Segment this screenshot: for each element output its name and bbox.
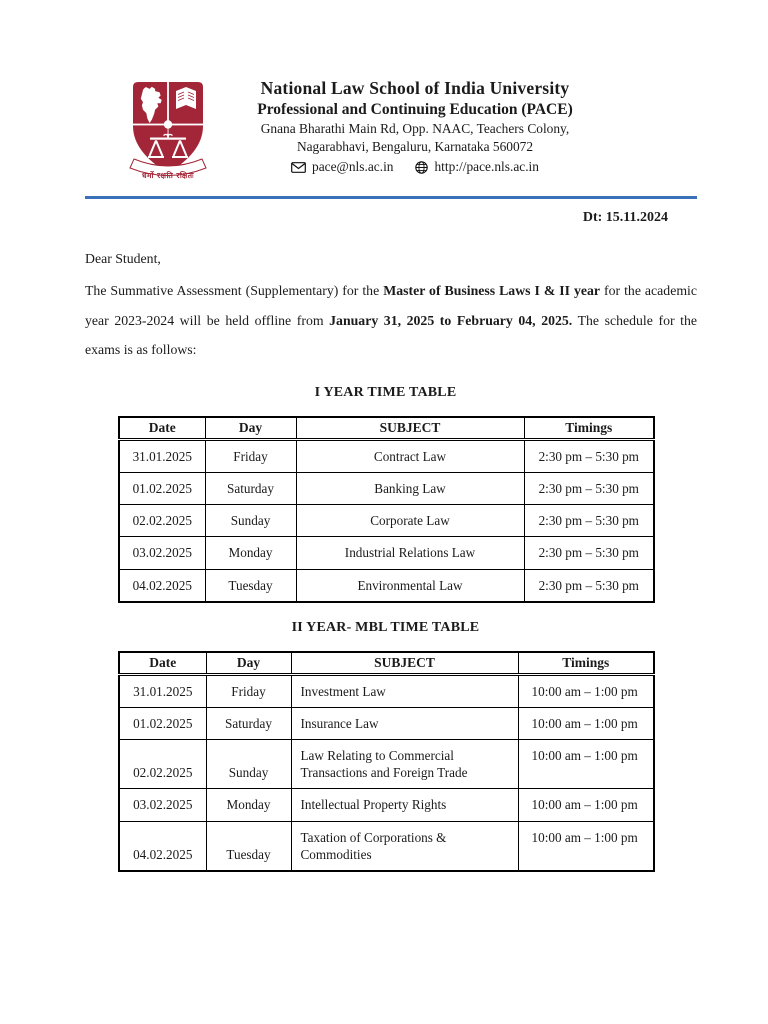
department-name: Professional and Continuing Education (PACE): [257, 101, 573, 118]
table-row: [119, 537, 654, 569]
header-divider: [85, 196, 697, 199]
col-header-date: Date: [119, 417, 205, 440]
cell-date: 31.01.2025: [119, 674, 206, 707]
cell-subject: Banking Law: [296, 473, 524, 505]
table-row: [119, 439, 654, 472]
email-contact: [291, 159, 393, 175]
cell-subject: Law Relating to Commercial Transactions and Foreign Trade: [291, 740, 518, 789]
table-row: [119, 821, 654, 871]
shield-crest-icon: [129, 80, 207, 184]
globe-icon: [415, 161, 428, 174]
cell-date: 02.02.2025: [119, 740, 206, 789]
cell-subject: Contract Law: [296, 439, 524, 472]
cell-day: Friday: [206, 674, 291, 707]
letter-date: Dt: 15.11.2024: [582, 210, 668, 225]
cell-day: Saturday: [205, 473, 296, 505]
cell-subject: Environmental Law: [296, 569, 524, 602]
cell-subject: Intellectual Property Rights: [291, 789, 518, 821]
nlsiu-logo: [129, 80, 207, 184]
table-header-row: [119, 652, 654, 675]
col-header-subject: SUBJECT: [296, 417, 524, 440]
cell-date: 01.02.2025: [119, 707, 206, 739]
cell-date: 31.01.2025: [119, 439, 205, 472]
cell-timings: 2:30 pm – 5:30 pm: [524, 569, 654, 602]
year1-timetable: [118, 416, 655, 603]
table-row: [119, 569, 654, 602]
paragraph-segment: The schedule for the exams is as follows:: [85, 312, 697, 358]
envelope-icon: [291, 162, 306, 173]
website-url[interactable]: http://pace.nls.ac.in: [434, 159, 539, 174]
address-line-1: Gnana Bharathi Main Rd, Opp. NAAC, Teachers Colony,: [260, 121, 570, 136]
logo-motto: धर्मो रक्षति रक्षितः: [141, 171, 195, 180]
table-row: [119, 473, 654, 505]
paragraph-segment: for the academic year 2023-2024 will be held offline from: [85, 283, 698, 328]
cell-day: Sunday: [206, 740, 291, 789]
letterhead-text: [213, 78, 617, 175]
cell-day: Friday: [205, 439, 296, 472]
col-header-day: Day: [205, 417, 296, 440]
letterhead: [85, 78, 697, 188]
cell-day: Monday: [205, 537, 296, 569]
cell-subject: Taxation of Corporations & Commodities: [291, 821, 518, 871]
cell-timings: 2:30 pm – 5:30 pm: [524, 537, 654, 569]
cell-timings: 10:00 am – 1:00 pm: [518, 740, 654, 789]
table-header-row: [119, 417, 654, 440]
university-name: National Law School of India University: [260, 78, 570, 98]
cell-subject: Corporate Law: [296, 505, 524, 537]
col-header-subject: SUBJECT: [291, 652, 518, 675]
cell-date: 02.02.2025: [119, 505, 205, 537]
cell-timings: 10:00 am – 1:00 pm: [518, 821, 654, 871]
table-row: [119, 789, 654, 821]
col-header-timings: Timings: [518, 652, 654, 675]
year1-table-title: I YEAR TIME TABLE: [314, 384, 457, 400]
cell-timings: 2:30 pm – 5:30 pm: [524, 473, 654, 505]
paragraph-segment: The Summative Assessment (Supplementary) for the: [85, 283, 384, 298]
cell-day: Sunday: [205, 505, 296, 537]
salutation: Dear Student,: [85, 251, 161, 266]
cell-date: 04.02.2025: [119, 569, 205, 602]
col-header-timings: Timings: [524, 417, 654, 440]
email-address[interactable]: pace@nls.ac.in: [312, 159, 394, 174]
paragraph-segment-bold: January 31, 2025 to February 04, 2025.: [329, 312, 573, 328]
col-header-date: Date: [119, 652, 206, 675]
year2-table-title: II YEAR- MBL TIME TABLE: [291, 619, 480, 635]
cell-timings: 2:30 pm – 5:30 pm: [524, 505, 654, 537]
address-line-2: Nagarabhavi, Bengaluru, Karnataka 560072: [296, 139, 534, 154]
cell-timings: 10:00 am – 1:00 pm: [518, 674, 654, 707]
cell-day: Saturday: [206, 707, 291, 739]
cell-timings: 2:30 pm – 5:30 pm: [524, 439, 654, 472]
cell-subject: Investment Law: [291, 674, 518, 707]
cell-subject: Industrial Relations Law: [296, 537, 524, 569]
table-row: [119, 707, 654, 739]
cell-date: 03.02.2025: [119, 537, 205, 569]
cell-date: 01.02.2025: [119, 473, 205, 505]
cell-timings: 10:00 am – 1:00 pm: [518, 789, 654, 821]
cell-date: 03.02.2025: [119, 789, 206, 821]
year2-mbl-timetable: [118, 651, 655, 872]
table-row: [119, 505, 654, 537]
cell-day: Tuesday: [205, 569, 296, 602]
cell-day: Tuesday: [206, 821, 291, 871]
website-contact: [415, 159, 539, 175]
paragraph-segment-bold: Master of Business Laws I & II year: [383, 283, 601, 298]
cell-day: Monday: [206, 789, 291, 821]
contact-line: [213, 159, 617, 175]
cell-date: 04.02.2025: [119, 821, 206, 871]
table-row: [119, 674, 654, 707]
col-header-day: Day: [206, 652, 291, 675]
cell-timings: 10:00 am – 1:00 pm: [518, 707, 654, 739]
table-row: [119, 740, 654, 789]
cell-subject: Insurance Law: [291, 707, 518, 739]
letter-paragraph: [85, 276, 697, 365]
